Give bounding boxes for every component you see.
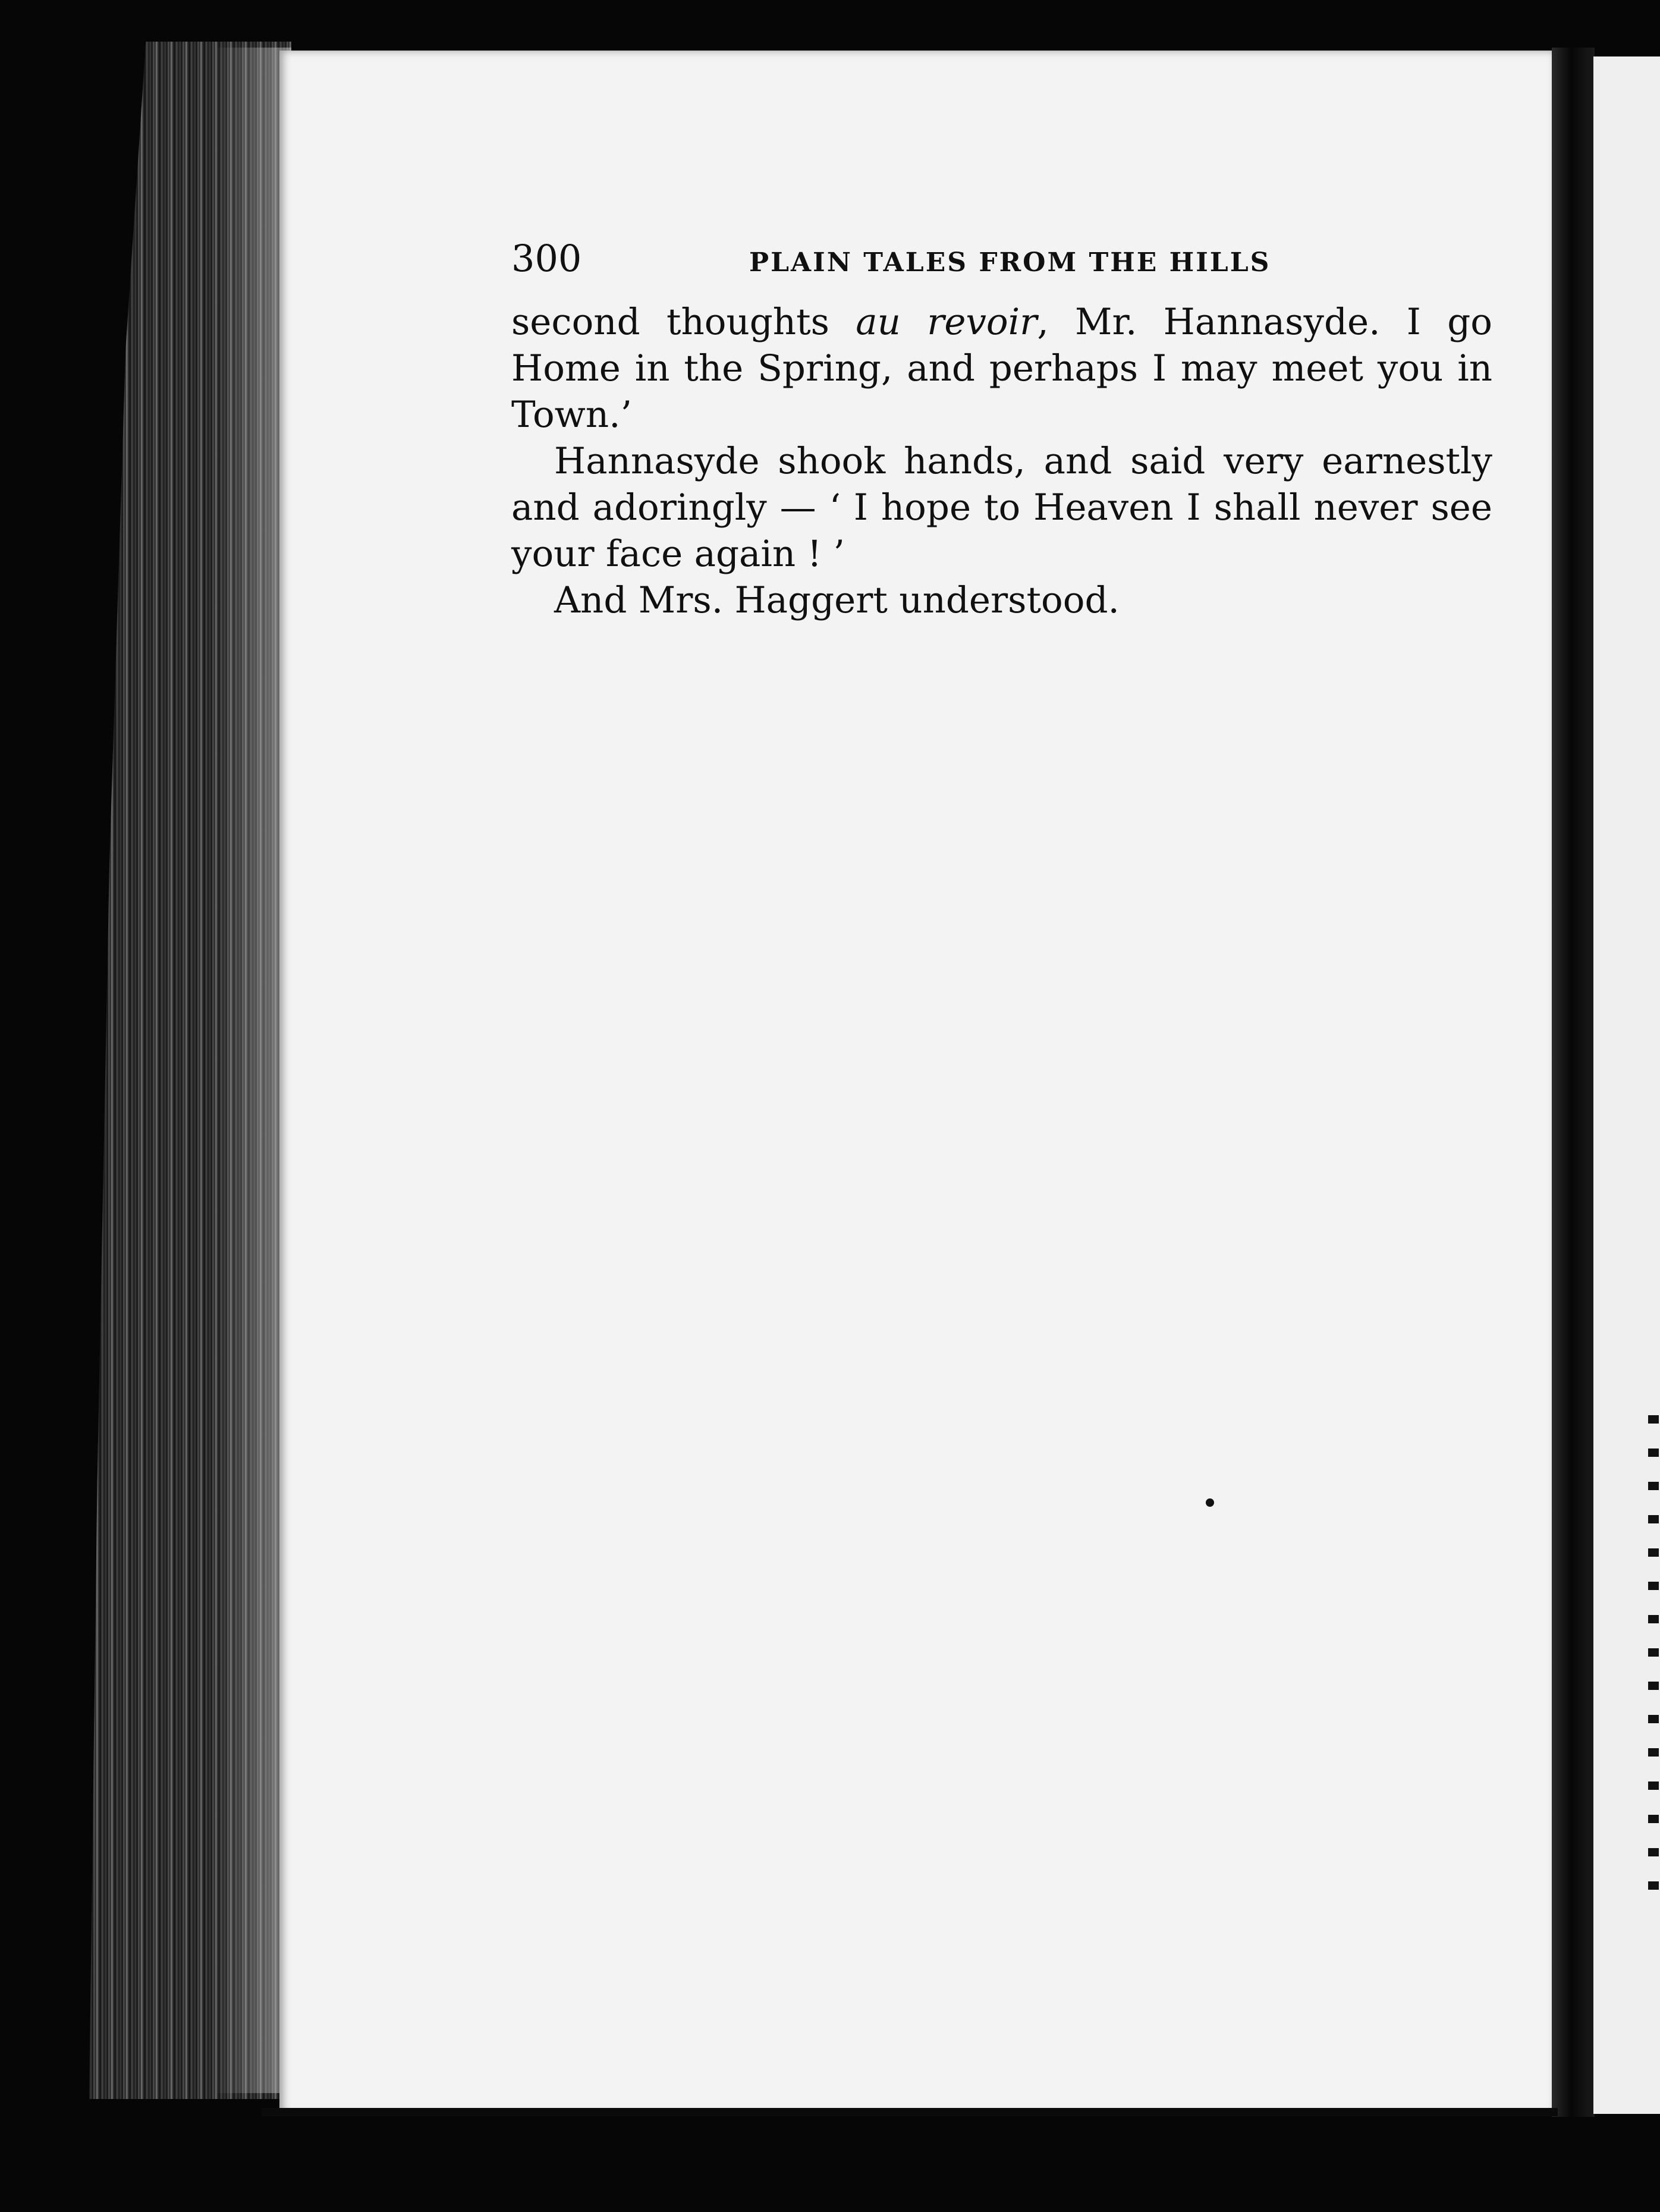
text-line: Hannasyde shook hands, and said very earnestly: [554, 440, 1492, 482]
text-line: Town.’: [511, 394, 632, 436]
running-head-title: PLAIN TALES FROM THE HILLS: [749, 247, 1271, 278]
text-line: And Mrs. Haggert understood.: [554, 579, 1120, 621]
facing-page-text-edge: [1648, 1415, 1659, 1891]
ink-speck: [1206, 1498, 1214, 1507]
text-line: second thoughts au revoir, Mr. Hannasyde. I go: [511, 301, 1492, 343]
page-number: 300: [511, 237, 582, 280]
paragraph-3: [511, 577, 1492, 624]
text-block: [511, 235, 1492, 624]
italic-phrase: au revoir: [856, 301, 1038, 343]
text-line: Home in the Spring, and perhaps I may meet you in: [511, 347, 1492, 389]
running-head: [511, 235, 1492, 294]
body-text: [511, 299, 1492, 624]
paragraph-2: [511, 438, 1492, 577]
text-line: and adoringly — ‘ I hope to Heaven I shall never see: [511, 486, 1492, 529]
text-line: your face again ! ’: [511, 533, 845, 575]
page-bottom-edge: [262, 2108, 1558, 2116]
paragraph-1: [511, 299, 1492, 438]
book-gutter: [1552, 48, 1595, 2117]
